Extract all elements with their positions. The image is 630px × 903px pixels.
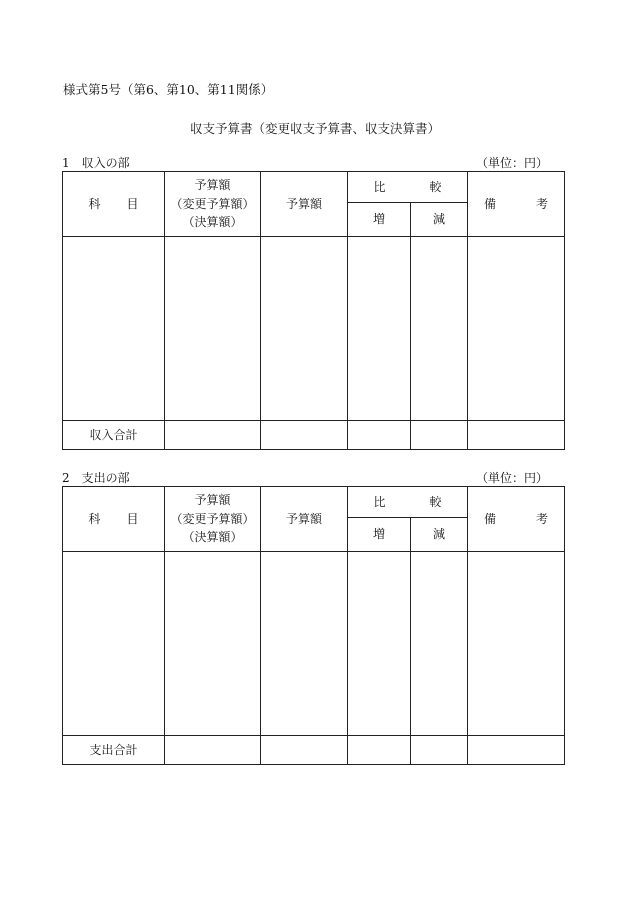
expense-entry-notes[interactable]: [468, 552, 565, 736]
expense-entry-budget[interactable]: [261, 552, 348, 736]
income-entry-decrease[interactable]: [411, 237, 468, 421]
header-kamoku-b: 目: [126, 196, 139, 211]
header-decrease: 減: [411, 518, 468, 552]
income-table: [62, 171, 565, 450]
income-entry-increase[interactable]: [348, 237, 411, 421]
expense-total-notes[interactable]: [468, 736, 565, 765]
header-increase: 増: [348, 203, 411, 237]
expense-header-row: [63, 487, 565, 518]
expense-entry-kamoku[interactable]: [63, 552, 165, 736]
header-compare-a: 比: [373, 179, 386, 194]
header-decrease: 減: [411, 203, 468, 237]
header-kamoku: [63, 172, 165, 237]
header-budget-line1: 予算額: [194, 178, 231, 193]
expense-table: [62, 486, 565, 765]
header-notes: [468, 172, 565, 237]
header-notes-a: 備: [483, 511, 496, 526]
header-kamoku: [63, 487, 165, 552]
header-notes: [468, 487, 565, 552]
expense-entry-budget-amount[interactable]: [165, 552, 261, 736]
expense-entry-row: [63, 552, 565, 736]
header-budget-amount: [165, 172, 261, 237]
income-total-budget-amount[interactable]: [165, 421, 261, 450]
expense-entry-increase[interactable]: [348, 552, 411, 736]
header-budget-line3: （決算額）: [182, 215, 243, 230]
form-number: 様式第5号（第6、第10、第11関係）: [63, 82, 274, 97]
income-entry-notes[interactable]: [468, 237, 565, 421]
header-kamoku-b: 目: [126, 511, 139, 526]
income-entry-kamoku[interactable]: [63, 237, 165, 421]
income-entry-budget-amount[interactable]: [165, 237, 261, 421]
income-total-label: 収入合計: [63, 421, 165, 450]
expense-total-budget[interactable]: [261, 736, 348, 765]
income-entry-row: [63, 237, 565, 421]
expense-total-label: 支出合計: [63, 736, 165, 765]
header-budget-line1: 予算額: [194, 493, 231, 508]
expense-total-increase[interactable]: [348, 736, 411, 765]
header-notes-b: 考: [536, 511, 549, 526]
header-budget-line3: （決算額）: [182, 530, 243, 545]
header-notes-b: 考: [536, 196, 549, 211]
income-total-row: [63, 421, 565, 450]
header-budget-simple: 予算額: [261, 487, 348, 552]
expense-unit-label: （単位：円）: [475, 471, 548, 485]
header-increase: 増: [348, 518, 411, 552]
income-total-notes[interactable]: [468, 421, 565, 450]
income-total-decrease[interactable]: [411, 421, 468, 450]
header-compare-b: 較: [429, 179, 442, 194]
header-kamoku-a: 科: [88, 511, 101, 526]
header-budget-amount: [165, 487, 261, 552]
header-notes-a: 備: [483, 196, 496, 211]
income-total-budget[interactable]: [261, 421, 348, 450]
header-compare: [348, 487, 468, 518]
income-section-label: 1 収入の部: [62, 156, 130, 170]
header-compare-a: 比: [373, 494, 386, 509]
income-entry-budget[interactable]: [261, 237, 348, 421]
document-title: 収支予算書（変更収支予算書、収支決算書）: [189, 121, 440, 136]
header-compare-b: 較: [429, 494, 442, 509]
header-budget-simple: 予算額: [261, 172, 348, 237]
income-header-row: [63, 172, 565, 203]
income-unit-label: （単位：円）: [475, 156, 548, 170]
header-kamoku-a: 科: [88, 196, 101, 211]
header-compare: [348, 172, 468, 203]
income-total-increase[interactable]: [348, 421, 411, 450]
header-budget-line2: （変更予算額）: [170, 511, 255, 526]
expense-section-label: 2 支出の部: [62, 471, 130, 485]
expense-total-row: [63, 736, 565, 765]
header-budget-line2: （変更予算額）: [170, 196, 255, 211]
expense-entry-decrease[interactable]: [411, 552, 468, 736]
expense-total-decrease[interactable]: [411, 736, 468, 765]
expense-total-budget-amount[interactable]: [165, 736, 261, 765]
